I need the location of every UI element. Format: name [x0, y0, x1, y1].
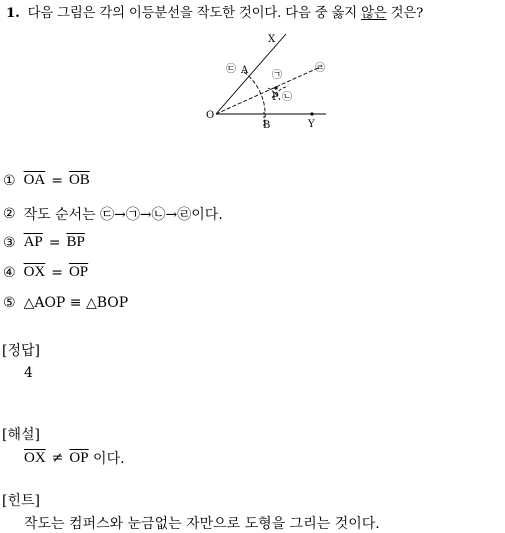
- option-2[interactable]: [3, 204, 223, 224]
- label-b: B: [263, 120, 271, 131]
- option-5-mark: ⑤: [3, 295, 16, 311]
- option-3-mark: ③: [3, 234, 16, 251]
- angle-bisector-figure: [196, 26, 336, 136]
- option-3-operator: =: [48, 234, 61, 251]
- option-5[interactable]: [3, 295, 128, 311]
- answer-label: [정답]: [2, 343, 40, 359]
- label-p: P: [272, 92, 279, 103]
- option-4-operator: =: [51, 264, 63, 281]
- option-5-text: △AOP ≡ △BOP: [23, 295, 129, 311]
- hint-label: [힌트]: [2, 493, 40, 509]
- explanation-suffix: 이다.: [88, 451, 125, 467]
- option-3-rhs: $\overline{BP}$: [66, 234, 85, 250]
- option-2-text: 작도 순서는 ㉢→㉠→㉡→㉣이다.: [23, 207, 223, 223]
- option-1-mark: ①: [3, 172, 16, 189]
- explanation-rhs: $\overline{OP}$: [69, 449, 89, 466]
- explanation-body: [24, 448, 125, 468]
- answer-value: 4: [24, 365, 33, 381]
- label-a: A: [241, 65, 249, 76]
- label-y: Y: [308, 119, 315, 130]
- option-4-rhs: $\overline{OP}$: [68, 264, 89, 280]
- label-x: X: [268, 34, 276, 45]
- option-4-lhs: $\overline{OX}$: [23, 264, 46, 280]
- option-1-operator: =: [51, 172, 63, 189]
- point-p: [274, 86, 277, 89]
- option-3[interactable]: [3, 234, 85, 251]
- option-4[interactable]: [3, 264, 88, 281]
- point-y: [310, 112, 313, 115]
- explanation-operator: ≠: [51, 450, 64, 466]
- option-4-mark: ④: [3, 264, 16, 281]
- question-number: 1.: [6, 5, 20, 21]
- label-o: O: [206, 110, 215, 121]
- question-text-after: 것은?: [386, 6, 424, 21]
- label-step-4: ㉣: [315, 63, 325, 74]
- question-stem: [6, 2, 505, 21]
- label-step-2: ㉡: [282, 92, 292, 103]
- option-1-rhs: $\overline{OB}$: [68, 172, 90, 188]
- hint-text: 작도는 컴퍼스와 눈금없는 자만으로 도형을 그리는 것이다.: [24, 516, 380, 532]
- option-2-mark: ②: [3, 206, 16, 222]
- question-underlined-word: 않은: [361, 6, 387, 21]
- option-1[interactable]: [3, 172, 90, 189]
- explanation-lhs: $\overline{OX}$: [24, 449, 46, 466]
- option-1-lhs: $\overline{OA}$: [23, 172, 46, 188]
- compass-arc-center-o: [244, 72, 265, 126]
- option-3-lhs: $\overline{AP}$: [23, 234, 43, 250]
- label-step-1: ㉠: [272, 70, 282, 81]
- label-step-3: ㉢: [226, 64, 236, 75]
- explanation-label: [해설]: [2, 427, 40, 443]
- question-text-before: 다음 그림은 각의 이등분선을 작도한 것이다. 다음 중 옳지: [27, 6, 362, 21]
